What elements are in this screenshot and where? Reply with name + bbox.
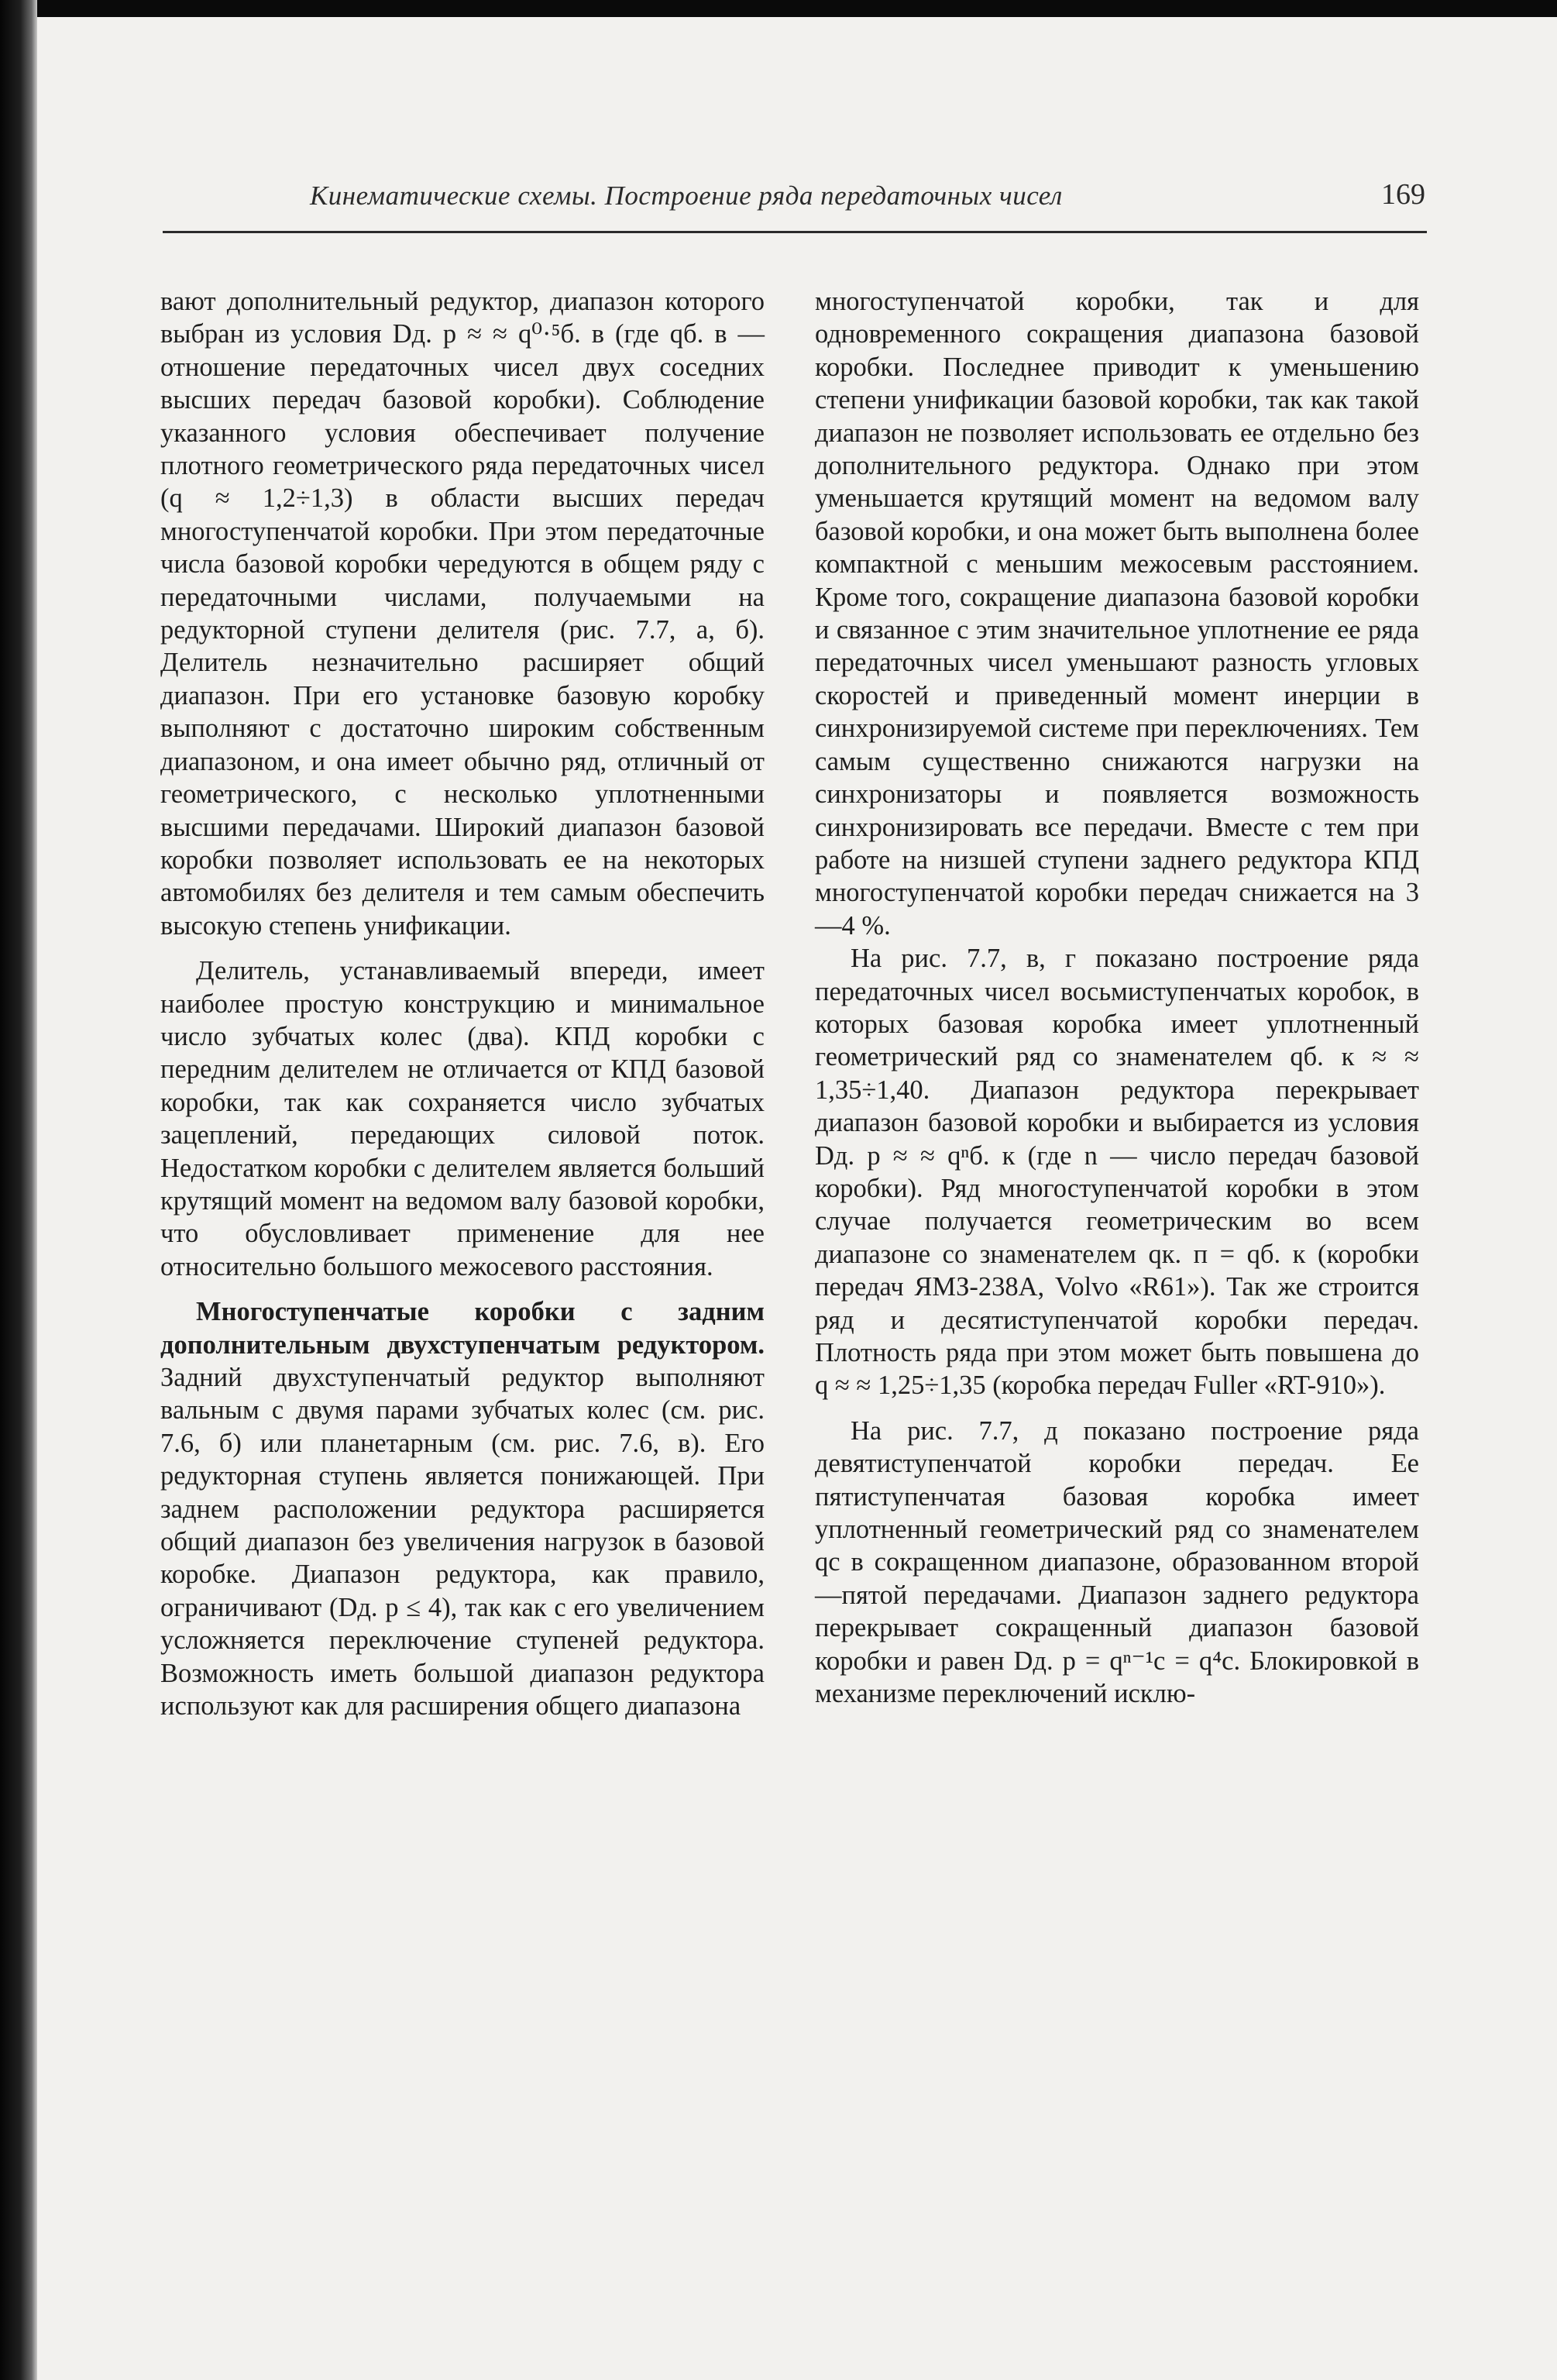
page-number: 169 [1381, 178, 1425, 211]
left-paragraph-1: вают дополнительный редуктор, диапазон которого выбран из условия Dд. р ≈ ≈ q⁰·⁵б. в (где qб. в — отношение передаточных чисел двух соседних высших передач базовой коробки). Соблюдение указанного условия обеспечивает получение плотного геометрического ряда передаточных чисел (q ≈ 1,2÷1,3) в области высших передач многоступенчатой коробки. При этом передаточные числа базовой коробки чередуются в общем ряду с передаточными числами, получаемыми на редукторной ступени делителя (рис. 7.7, а, б). Делитель незначительно расширяет общий диапазон. При его установке базовую коробку выполняют с достаточно широким собственным диапазоном, и она имеет обычно ряд, отличный от геометрического, с несколько уплотненными высшими передачами. Широкий диапазон базовой коробки позволяет использовать ее на некоторых автомобилях без делителя и тем самым обеспечить высокую степень унификации. [160, 287, 765, 941]
left-paragraph-3-body: Задний двухступенчатый редуктор выполняют вальным с двумя парами зубчатых колес (см. рис. 7.6, б) или планетарным (см. рис. 7.6, в). Его редукторная ступень является понижающей. При заднем расположении редуктора расширяется общий диапазон без увеличения нагрузок в базовой коробке. Диапазон редуктора, как правило, ограничивают (Dд. р ≤ 4), так как с его увеличением усложняется переключение ступеней редуктора. Возможность иметь большой диапазон редуктора используют как для расширения общего диапазона [160, 1363, 765, 1721]
scan-top-edge [15, 0, 1557, 17]
right-paragraph-2: На рис. 7.7, в, г показано построение ряда передаточных чисел восьмиступенчатых коробок, в которых базовая коробка имеет уплотненный геометрический ряд со знаменателем qб. к ≈ ≈ 1,35÷1,40. Диапазон редуктора перекрывает диапазон базовой коробки и выбирается из условия Dд. р ≈ ≈ qⁿб. к (где n — число передач базовой коробки). Ряд многоступенчатой коробки в этом случае получается геометрическим во всем диапазоне со знаменателем qк. п = qб. к (коробки передач ЯМЗ-238А, Volvo «R61»). Так же строится ряд и десятиступенчатой коробки передач. Плотность ряда при этом может быть повышена до q ≈ ≈ 1,25÷1,35 (коробка передач Fuller «RT-910»). [815, 944, 1419, 1401]
running-header [163, 174, 1425, 229]
header-rule [163, 231, 1427, 233]
right-paragraph-1: многоступенчатой коробки, так и для одновременного сокращения диапазона базовой коробки. Последнее приводит к уменьшению степени унификации базовой коробки, так как такой диапазон не позволяет использовать ее отдельно без дополнительного редуктора. Однако при этом уменьшается крутящий момент на ведомом валу базовой коробки, и она может быть выполнена более компактной с меньшим межосевым расстоянием. Кроме того, сокращение диапазона базовой коробки и связанное с этим значительное уплотнение ее ряда передаточных чисел уменьшают разность угловых скоростей и приведенный момент инерции в синхронизируемой системе при переключениях. Тем самым существенно снижаются нагрузки на синхронизаторы и появляется возможность синхронизировать все передачи. Вместе с тем при работе на низшей ступени заднего редуктора КПД многоступенчатой коробки передач снижается на 3—4 %. [815, 287, 1419, 941]
left-paragraph-3 [160, 1295, 765, 1722]
left-column [160, 285, 765, 1722]
right-column [815, 285, 1419, 1710]
left-paragraph-2: Делитель, устанавливаемый впереди, имеет наиболее простую конструкцию и минимальное число зубчатых колес (два). КПД коробки с передним делителем не отличается от КПД базовой коробки, так как сохраняется число зубчатых зацеплений, передающих силовой поток. Недостатком коробки с делителем является больший крутящий момент на ведомом валу базовой коробки, что обусловливает применение для нее относительно большого межосевого расстояния. [160, 956, 765, 1281]
scan-left-edge [0, 0, 37, 2380]
running-header-title: Кинематические схемы. Построение ряда передаточных чисел [310, 181, 1063, 211]
section-heading: Многоступенчатые коробки с задним дополнительным двухступенчатым редуктором. [160, 1297, 765, 1360]
right-paragraph-3: На рис. 7.7, д показано построение ряда девятиступенчатой коробки передач. Ее пятиступенчатая базовая коробка имеет уплотненный геометрический ряд со знаменателем qс в сокращенном диапазоне, образованном второй—пятой передачами. Диапазон заднего редуктора перекрывает сокращенный диапазон базовой коробки и равен Dд. р = qⁿ⁻¹с = q⁴с. Блокировкой в механизме переключений исклю- [815, 1415, 1419, 1709]
